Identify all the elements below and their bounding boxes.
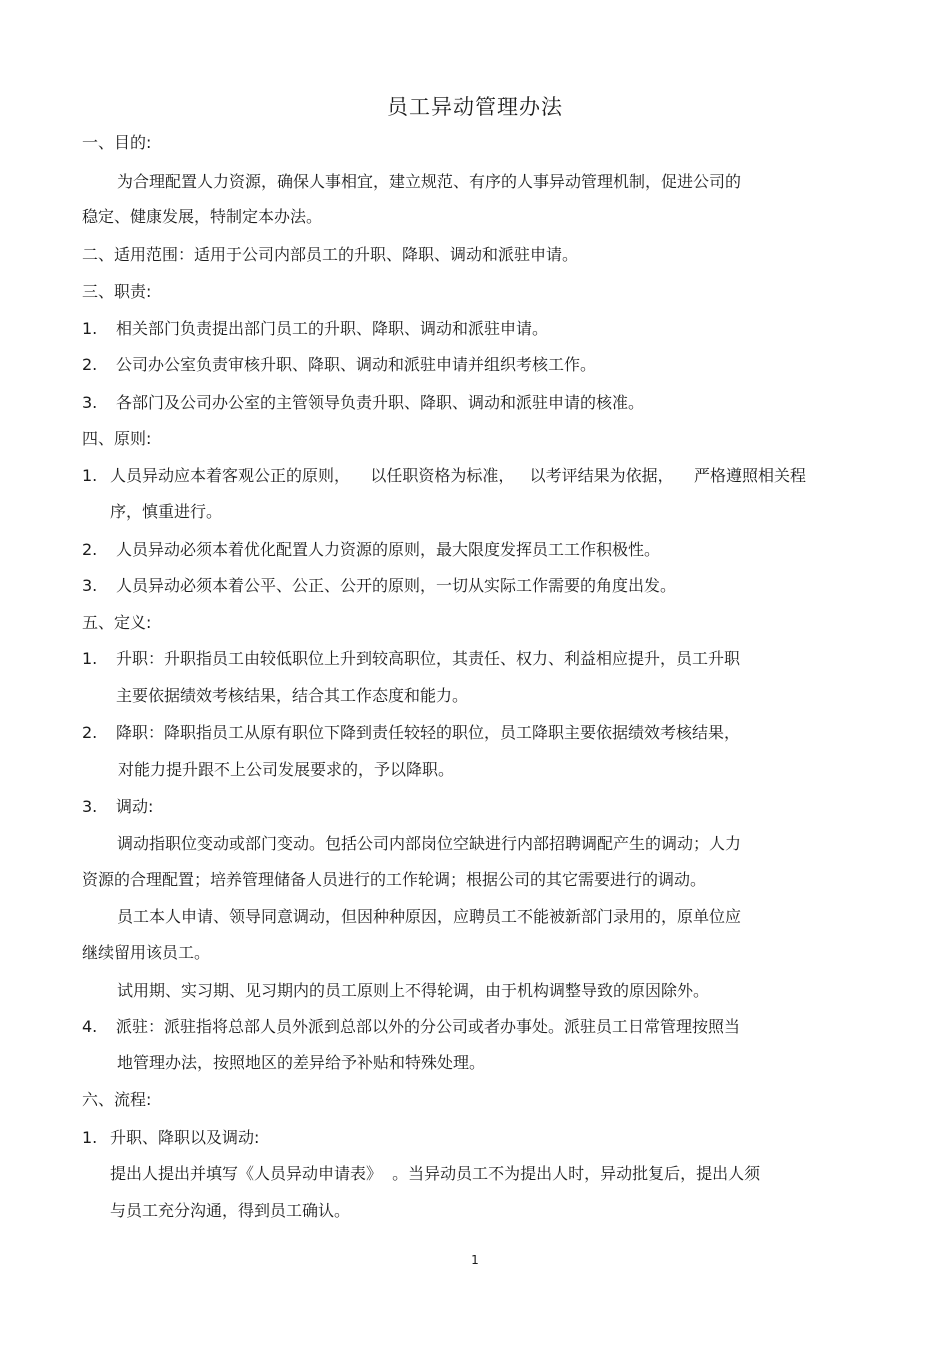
list-text: 调动: xyxy=(116,797,154,816)
list-item xyxy=(82,647,740,671)
list-text: 派驻：派驻指将总部人员外派到总部以外的分公司或者办事处。派驻员工日常管理按照当 xyxy=(116,1017,741,1036)
paragraph-line: 试用期、实习期、见习期内的员工原则上不得轮调，由于机构调整导致的原因除外。 xyxy=(117,981,710,1000)
paragraph-line: 继续留用该员工。 xyxy=(82,943,211,962)
list-text: 人员异动应本着客观公正的原则， 以任职资格为标准， 以考评结果为依据， 严格遵照相关程 xyxy=(110,466,806,485)
list-number: 3. xyxy=(82,797,98,816)
paragraph-line: 资源的合理配置；培养管理储备人员进行的工作轮调；根据公司的其它需要进行的调动。 xyxy=(82,870,707,889)
paragraph-line: 提出人提出并填写《人员异动申请表》 。当异动员工不为提出人时，异动批复后，提出人须 xyxy=(110,1164,761,1183)
list-number: 2. xyxy=(82,723,98,742)
list-text: 公司办公室负责审核升职、降职、调动和派驻申请并组织考核工作。 xyxy=(116,355,597,374)
paragraph-line: 稳定、健康发展，特制定本办法。 xyxy=(82,207,323,226)
section-heading-duties: 三、职责: xyxy=(82,282,152,301)
section-heading-scope: 二、适用范围：适用于公司内部员工的升职、降职、调动和派驻申请。 xyxy=(82,245,579,264)
list-item-continuation: 对能力提升跟不上公司发展要求的，予以降职。 xyxy=(118,760,455,779)
section-heading-process: 六、流程: xyxy=(82,1090,152,1109)
section-heading-principles: 四、原则: xyxy=(82,429,152,448)
list-text: 降职：降职指员工从原有职位下降到责任较轻的职位，员工降职主要依据绩效考核结果， xyxy=(116,723,741,742)
list-item-continuation: 序，慎重进行。 xyxy=(110,502,223,521)
list-number: 3. xyxy=(82,576,98,595)
list-item xyxy=(82,1126,259,1150)
list-number: 2. xyxy=(82,540,98,559)
page-number: 1 xyxy=(471,1253,479,1267)
list-item xyxy=(82,391,644,415)
list-text: 相关部门负责提出部门员工的升职、降职、调动和派驻申请。 xyxy=(116,319,549,338)
paragraph-line: 与员工充分沟通，得到员工确认。 xyxy=(110,1201,351,1220)
list-item xyxy=(82,721,740,745)
list-number: 1. xyxy=(82,319,98,338)
list-number: 1. xyxy=(82,1128,98,1147)
list-text: 升职：升职指员工由较低职位上升到较高职位，其责任、权力、利益相应提升，员工升职 xyxy=(116,649,741,668)
list-text: 升职、降职以及调动: xyxy=(110,1128,260,1147)
list-number: 3. xyxy=(82,393,98,412)
paragraph-line: 调动指职位变动或部门变动。包括公司内部岗位空缺进行内部招聘调配产生的调动；人力 xyxy=(117,834,742,853)
list-item xyxy=(82,317,548,341)
list-number: 4. xyxy=(82,1017,98,1036)
list-item xyxy=(82,538,660,562)
list-item xyxy=(82,353,596,377)
list-item xyxy=(82,574,676,598)
list-item xyxy=(82,1015,740,1039)
list-item-continuation: 地管理办法，按照地区的差异给予补贴和特殊处理。 xyxy=(117,1053,486,1072)
section-heading-purpose: 一、目的: xyxy=(82,133,152,152)
list-number: 1. xyxy=(82,649,98,668)
paragraph-line: 员工本人申请、领导同意调动，但因种种原因，应聘员工不能被新部门录用的，原单位应 xyxy=(117,907,742,926)
list-text: 人员异动必须本着优化配置人力资源的原则，最大限度发挥员工工作积极性。 xyxy=(116,540,661,559)
list-item xyxy=(82,464,806,488)
document-title: 员工异动管理办法 xyxy=(387,95,563,119)
section-heading-definitions: 五、定义: xyxy=(82,613,152,632)
list-number: 2. xyxy=(82,355,98,374)
paragraph-line: 为合理配置人力资源，确保人事相宜，建立规范、有序的人事异动管理机制，促进公司的 xyxy=(117,172,742,191)
list-text: 人员异动必须本着公平、公正、公开的原则，一切从实际工作需要的角度出发。 xyxy=(116,576,677,595)
list-number: 1. xyxy=(82,466,98,485)
list-text: 各部门及公司办公室的主管领导负责升职、降职、调动和派驻申请的核准。 xyxy=(116,393,645,412)
list-item-continuation: 主要依据绩效考核结果，结合其工作态度和能力。 xyxy=(116,686,469,705)
list-item xyxy=(82,795,153,819)
